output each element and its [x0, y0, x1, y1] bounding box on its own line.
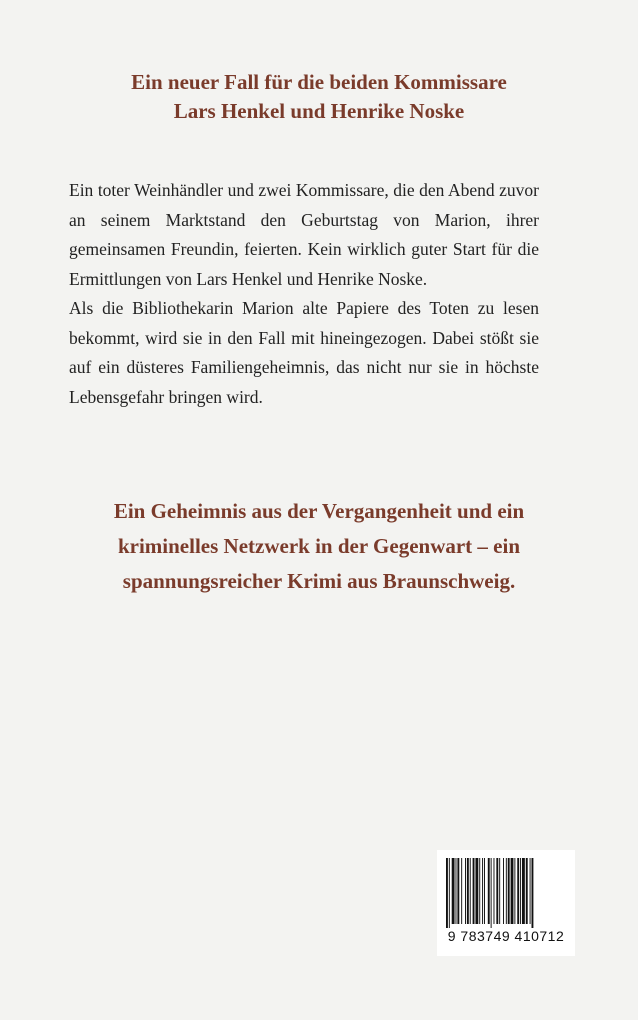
barcode-bar [465, 858, 466, 924]
barcode-bar [467, 858, 469, 924]
headline-line-2: Lars Henkel und Henrike Noske [173, 99, 465, 123]
barcode-bar [503, 858, 504, 924]
isbn-number: 9 783749 410712 [447, 928, 565, 944]
tagline-line-1: Ein Geheimnis aus der Vergangenheit und ein [113, 499, 525, 523]
barcode-bar [526, 858, 528, 924]
barcode-bar [532, 858, 534, 928]
tagline [0, 494, 638, 599]
barcode-bar [506, 858, 507, 924]
tagline-line-3: spannungsreicher Krimi aus Braunschweig. [122, 569, 516, 593]
barcode-bar [511, 858, 514, 924]
headline-line-1: Ein neuer Fall für die beiden Kommissare [131, 70, 507, 94]
barcode-bar [484, 858, 485, 924]
blurb [69, 176, 539, 412]
barcode-bar [475, 858, 478, 924]
blurb-paragraph-2: Als die Bibliothekarin Marion alte Papiere des Toten zu lesen bekommt, wird sie in den Fall mit hineingezogen. Dabei stößt sie auf ein düsteres Familiengeheimnis, das nicht nur sie in höchste Lebensgefahr bringen wird. [69, 298, 539, 407]
barcode-bar [520, 858, 521, 924]
barcode-bar [514, 858, 515, 924]
barcode-bar [449, 858, 450, 928]
barcode-bar [473, 858, 475, 924]
barcode-bars [446, 858, 566, 928]
barcode-bar [508, 858, 510, 924]
barcode-bar [517, 858, 519, 924]
isbn-barcode [437, 850, 575, 956]
barcode-bar [499, 858, 500, 924]
barcode-bar [496, 858, 498, 924]
barcode-bar [494, 858, 495, 924]
barcode-bar [456, 858, 457, 924]
headline [0, 68, 638, 126]
barcode-bar [482, 858, 483, 924]
barcode-bar [452, 858, 455, 924]
barcode-bar [530, 858, 531, 924]
barcode-bar [457, 858, 459, 924]
barcode-bar [522, 858, 525, 924]
blurb-paragraph-1: Ein toter Weinhändler und zwei Kommissare, die den Abend zuvor an seinem Marktstand den Geburtstag von Marion, ihrer gemeinsamen Freundin, feierten. Kein wirklich guter Start für die Ermittlungen von Lars Henkel und Henrike Noske. [69, 180, 539, 289]
tagline-line-2: kriminelles Netzwerk in der Gegenwart – ein [117, 534, 521, 558]
barcode-bar [479, 858, 480, 924]
barcode-bar [491, 858, 492, 928]
barcode-bar [461, 858, 462, 924]
barcode-bar [488, 858, 490, 924]
barcode-bar [470, 858, 471, 924]
barcode-bar [446, 858, 448, 928]
